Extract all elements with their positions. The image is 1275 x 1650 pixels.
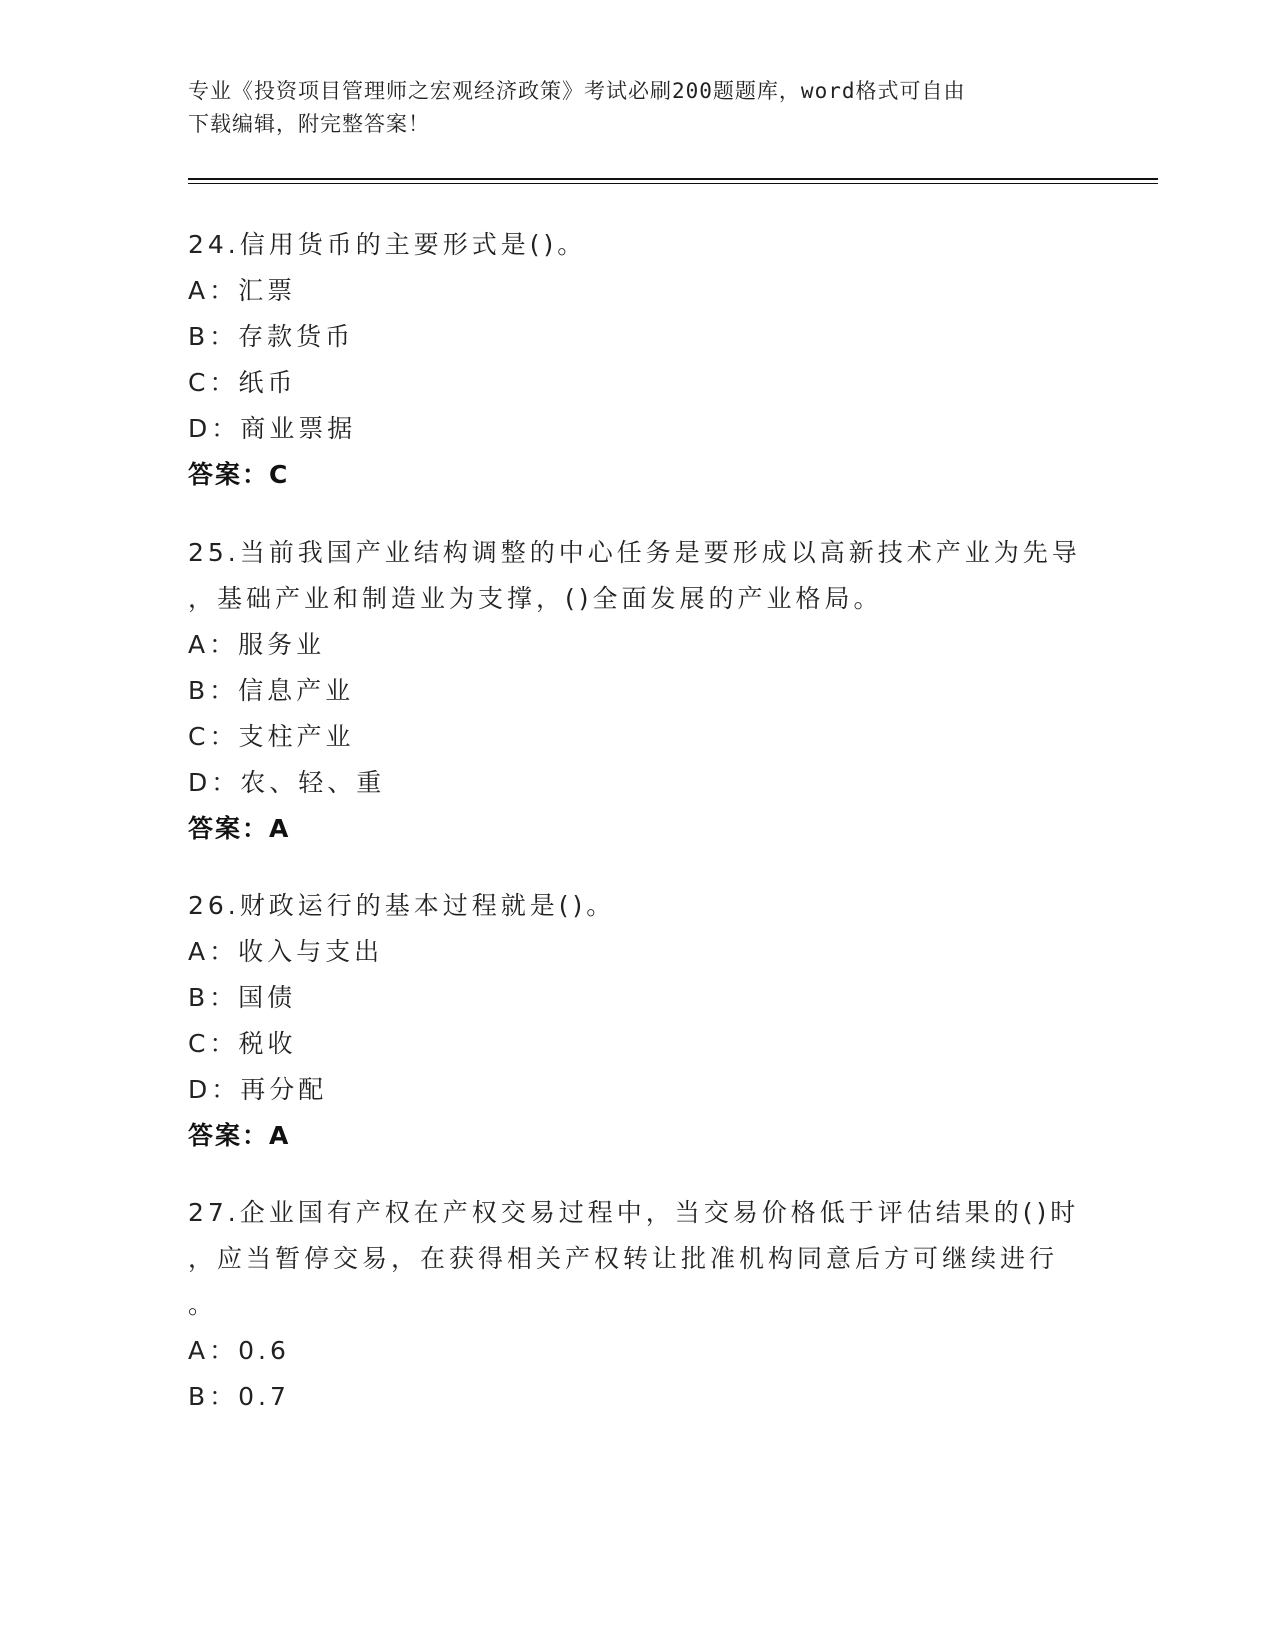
option-c: C：支柱产业 — [188, 722, 355, 751]
option-d: D：再分配 — [188, 1075, 328, 1104]
option-a: A：0.6 — [188, 1336, 290, 1365]
header-rule — [188, 178, 1158, 180]
question-stem-end: 。 — [188, 1290, 218, 1319]
question-stem-continued: ，应当暂停交易，在获得相关产权转让批准机构同意后方可继续进行 — [188, 1244, 1059, 1273]
question-stem: 26.财政运行的基本过程就是()。 — [188, 891, 616, 920]
question-stem: 25.当前我国产业结构调整的中心任务是要形成以高新技术产业为先导 — [188, 538, 1081, 567]
option-b: B：存款货币 — [188, 322, 355, 351]
option-a: A：汇票 — [188, 276, 297, 305]
option-a: A：收入与支出 — [188, 937, 384, 966]
option-d: D：农、轻、重 — [188, 768, 386, 797]
document-header — [188, 75, 1068, 141]
header-rule-thin — [188, 183, 1158, 184]
question-stem: 27.企业国有产权在产权交易过程中，当交易价格低于评估结果的()时 — [188, 1198, 1080, 1227]
option-b: B：信息产业 — [188, 676, 355, 705]
answer-label: 答案：A — [188, 814, 291, 843]
option-c: C：纸币 — [188, 368, 297, 397]
question-stem-continued: ，基础产业和制造业为支撑，()全面发展的产业格局。 — [188, 584, 883, 613]
header-line-2: 下载编辑，附完整答案！ — [188, 112, 430, 136]
question-27 — [188, 1190, 1088, 1420]
question-26 — [188, 883, 1088, 1159]
option-b: B：国债 — [188, 983, 297, 1012]
option-b: B：0.7 — [188, 1382, 290, 1411]
header-line-1: 专业《投资项目管理师之宏观经济政策》考试必刷200题题库，word格式可自由 — [188, 79, 966, 103]
answer-label: 答案：A — [188, 1121, 291, 1150]
option-c: C：税收 — [188, 1029, 297, 1058]
option-d: D：商业票据 — [188, 414, 357, 443]
question-25 — [188, 530, 1088, 852]
answer-label: 答案：C — [188, 460, 290, 489]
option-a: A：服务业 — [188, 630, 326, 659]
question-stem: 24.信用货币的主要形式是()。 — [188, 230, 587, 259]
question-24 — [188, 222, 1088, 498]
